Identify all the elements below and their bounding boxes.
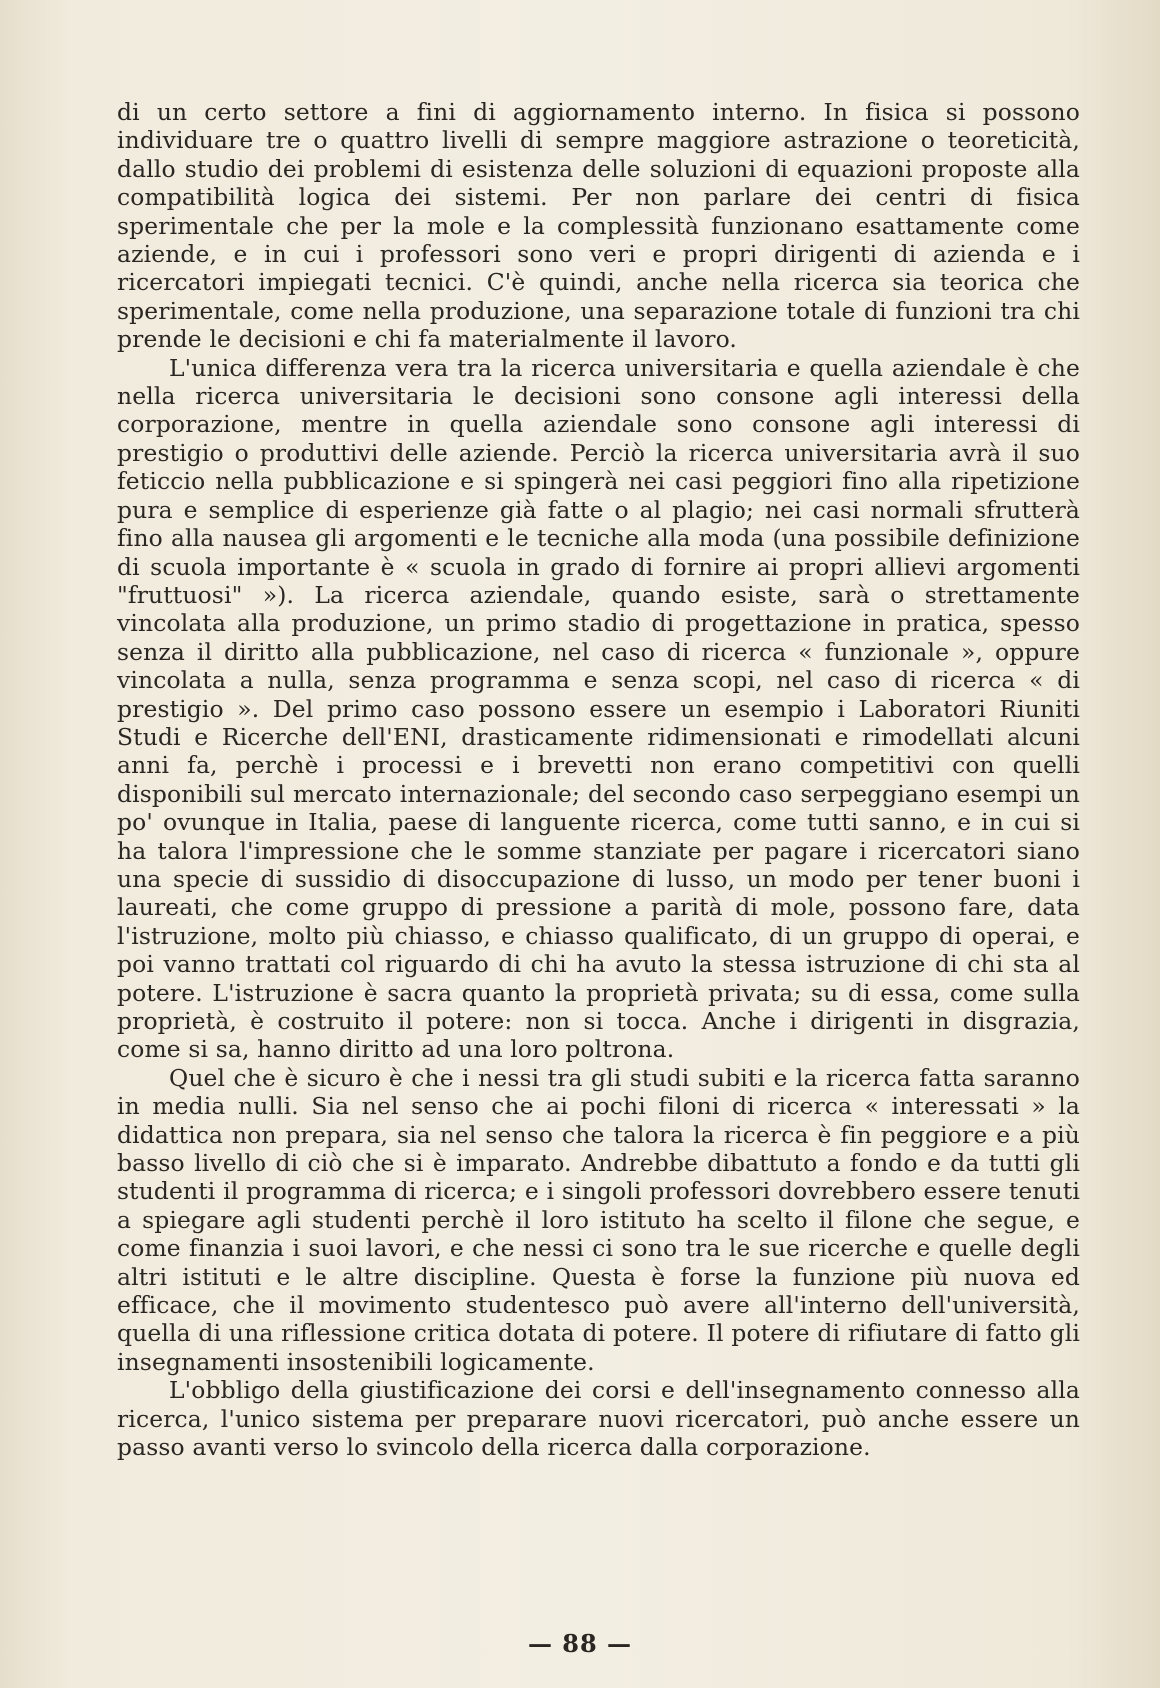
page-number: — 88 — [527, 1629, 633, 1658]
body-text [117, 98, 1080, 1462]
paragraph-justification: L'obbligo della giustificazione dei corsi e dell'insegnamento connesso alla ricerca, l'unico sistema per preparare nuovi ricercatori, può anche essere un passo avanti verso lo svincolo della ricerca dalla corporazione. [117, 1376, 1080, 1462]
paragraph-continuation: di un certo settore a fini di aggiornamento interno. In fisica si possono individuare tre o quattro livelli di sempre maggiore astrazione o teoreticità, dallo studio dei problemi di esistenza delle soluzioni di equazioni proposte alla compatibilità logica dei sistemi. Per non parlare dei centri di fisica sperimentale che per la mole e la complessità funzionano esattamente come aziende, e in cui i professori sono veri e propri dirigenti di azienda e i ricercatori impiegati tecnici. C'è quindi, anche nella ricerca sia teorica che sperimentale, come nella produzione, una separazione totale di funzioni tra chi prende le decisioni e chi fa materialmente il lavoro. [117, 98, 1080, 354]
paragraph-research-difference: L'unica differenza vera tra la ricerca universitaria e quella aziendale è che nella ricerca universitaria le decisioni sono consone agli interessi della corporazione, mentre in quella aziendale sono consone agli interessi di prestigio o produttivi delle aziende. Perciò la ricerca universitaria avrà il suo feticcio nella pubblicazione e si spingerà nei casi peggiori fino alla ripetizione pura e semplice di esperienze già fatte o al plagio; nei casi normali sfrutterà fino alla nausea gli argomenti e le tecniche alla moda (una possibile definizione di scuola importante è « scuola in grado di fornire ai propri allievi argomenti "fruttuosi" »). La ricerca aziendale, quando esiste, sarà o strettamente vincolata alla produzione, un primo stadio di progettazione in pratica, spesso senza il diritto alla pubblicazione, nel caso di ricerca « funzionale », oppure vincolata a nulla, senza programma e senza scopi, nel caso di ricerca « di prestigio ». Del primo caso possono essere un esempio i Laboratori Riuniti Studi e Ricerche dell'ENI, drasticamente ridimensionati e rimodellati alcuni anni fa, perchè i processi e i brevetti non erano competitivi con quelli disponibili sul mercato internazionale; del secondo caso serpeggiano esempi un po' ovunque in Italia, paese di languente ricerca, come tutti sanno, e in cui si ha talora l'impressione che le somme stanziate per pagare i ricercatori siano una specie di sussidio di disoccupazione di lusso, un modo per tener buoni i laureati, che come gruppo di pressione a parità di mole, possono fare, data l'istruzione, molto più chiasso, e chiasso qualificato, di un gruppo di operai, e poi vanno trattati col riguardo di chi ha avuto la stessa istruzione di chi sta al potere. L'istruzione è sacra quanto la proprietà privata; su di essa, come sulla proprietà, è costruito il potere: non si tocca. Anche i dirigenti in disgrazia, come si sa, hanno diritto ad una loro poltrona. [117, 353, 1080, 1064]
paragraph-studies-research: Quel che è sicuro è che i nessi tra gli studi subiti e la ricerca fatta saranno in media nulli. Sia nel senso che ai pochi filoni di ricerca « interessati » la didattica non prepara, sia nel senso che talora la ricerca è fin peggiore e a più basso livello di ciò che si è imparato. Andrebbe dibattuto a fondo e da tutti gli studenti il programma di ricerca; e i singoli professori dovrebbero essere tenuti a spiegare agli studenti perchè il loro istituto ha scelto il filone che segue, e come finanzia i suoi lavori, e che nessi ci sono tra le sue ricerche e quelle degli altri istituti e le altre discipline. Questa è forse la funzione più nuova ed efficace, che il movimento studentesco può avere all'interno dell'università, quella di una riflessione critica dotata di potere. Il potere di rifiutare di fatto gli insegnamenti insostenibili logicamente. [117, 1063, 1080, 1376]
